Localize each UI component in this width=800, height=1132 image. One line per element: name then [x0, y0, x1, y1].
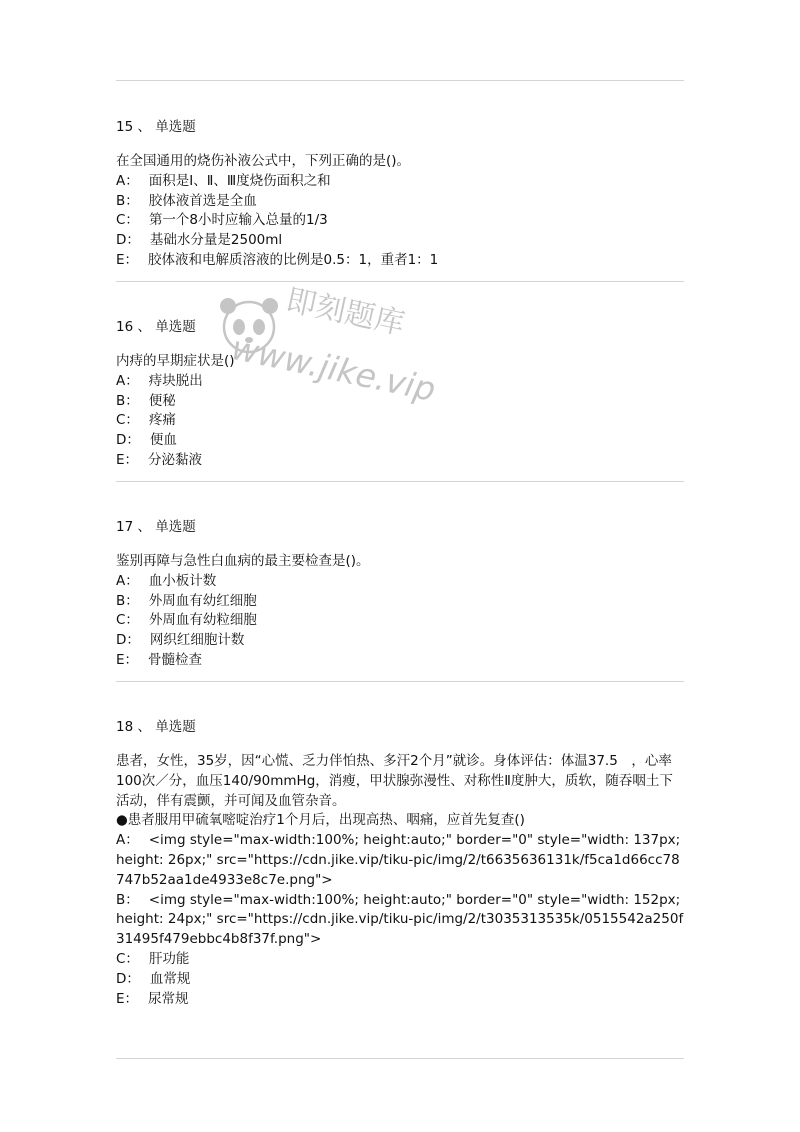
option-text: 胶体液首选是全血 [148, 192, 257, 209]
option-d [116, 231, 686, 251]
question-sub-stem: ●患者服用甲硫氧嘧啶治疗1个月后，出现高热、咽痛，应首先复查() [116, 812, 525, 829]
divider [116, 481, 684, 482]
option-label: C： [116, 212, 139, 229]
question-stem: 内痔的早期症状是() [116, 353, 235, 369]
option-text: 面积是Ⅰ、Ⅱ、Ⅲ度烧伤面积之和 [148, 172, 331, 189]
option-c [116, 211, 686, 231]
option-text: 第一个8小时应输入总量的1/3 [148, 212, 328, 229]
option-e [116, 451, 686, 471]
option-b [116, 891, 686, 950]
option-c [116, 611, 686, 631]
option-c [116, 950, 686, 970]
watermark-url: www.jike.vip [228, 327, 440, 410]
question-type: 单选题 [155, 519, 196, 535]
option-b [116, 192, 686, 212]
option-e [116, 990, 686, 1010]
option-text: 外周血有幼红细胞 [148, 592, 257, 609]
option-text: 便血 [149, 432, 177, 449]
question-number: 17 [116, 519, 134, 535]
option-text: 骨髓检查 [148, 651, 203, 668]
option-label: D： [116, 632, 140, 649]
option-text: 疼痛 [148, 412, 176, 429]
option-label: A： [116, 372, 139, 389]
option-d [116, 970, 686, 990]
option-label: A： [116, 832, 139, 849]
option-label: E： [116, 651, 139, 668]
option-text: 胶体液和电解质溶液的比例是0.5：1，重者1：1 [148, 251, 439, 268]
question-17 [116, 518, 686, 671]
option-text: 血常规 [149, 970, 191, 987]
question-header: 15 、 单选题 [116, 119, 196, 135]
option-label: E： [116, 251, 139, 268]
option-text: <img style="max-width:100%; height:auto;" border="0" style="width: 152px; height: 24px;" src="https://cdn.jike.vip/tiku-pic/img/2/t3035313535k/0515542a250f31495f479ebbc4b8f37f.png"> [116, 891, 684, 948]
option-text: 便秘 [148, 392, 176, 409]
option-a [116, 831, 686, 890]
question-15 [116, 118, 686, 271]
option-label: D： [116, 232, 140, 249]
watermark-text: 即刻题库 [282, 282, 408, 343]
option-text: 网织红细胞计数 [149, 632, 245, 649]
option-label: E： [116, 990, 139, 1007]
question-18 [116, 718, 686, 1009]
option-label: B： [116, 891, 139, 908]
option-text: 痔块脱出 [148, 372, 203, 389]
option-e [116, 651, 686, 671]
question-header: 16 、 单选题 [116, 319, 196, 335]
option-text: 尿常规 [148, 990, 189, 1007]
question-stem: 在全国通用的烧伤补液公式中，下列正确的是()。 [116, 153, 411, 169]
question-header: 18 、 单选题 [116, 719, 196, 735]
option-d [116, 631, 686, 651]
option-label: C： [116, 412, 139, 429]
option-text: 分泌黏液 [148, 451, 203, 468]
question-stem: 患者，女性，35岁，因“心慌、乏力伴怕热、多汗2个月”就诊。身体评估：体温37.5 ，心率100次／分，血压140/90mmHg，消瘦，甲状腺弥漫性、对称性Ⅱ度肿大，质软，随吞咽土下活动，伴有震颤，并可闻及血管杂音。 [116, 753, 673, 809]
option-text: 血小板计数 [148, 572, 217, 589]
option-label: D： [116, 970, 140, 987]
question-number: 15 [116, 119, 134, 135]
question-type: 单选题 [155, 119, 196, 135]
option-label: E： [116, 451, 139, 468]
option-label: C： [116, 950, 139, 967]
question-type: 单选题 [155, 319, 196, 335]
option-label: C： [116, 612, 139, 629]
question-header: 17 、 单选题 [116, 519, 196, 535]
question-number: 16 [116, 319, 134, 335]
option-label: D： [116, 432, 140, 449]
divider [116, 80, 684, 81]
option-e [116, 251, 686, 271]
option-label: B： [116, 592, 139, 609]
option-label: B： [116, 392, 139, 409]
watermark [210, 282, 440, 435]
divider [116, 281, 684, 282]
option-text: <img style="max-width:100%; height:auto;" border="0" style="width: 137px; height: 26px;" src="https://cdn.jike.vip/tiku-pic/img/2/t6635636131k/f5ca1d66cc78747b52aa1de4933e8c7e.png"> [116, 832, 681, 888]
option-label: A： [116, 572, 139, 589]
option-label: B： [116, 192, 139, 209]
option-label: A： [116, 172, 139, 189]
question-type: 单选题 [155, 719, 196, 735]
option-text: 基础水分量是2500ml [149, 232, 283, 249]
divider [116, 681, 684, 682]
question-number: 18 [116, 719, 134, 735]
option-a [116, 172, 686, 192]
option-text: 肝功能 [148, 950, 190, 967]
option-a [116, 572, 686, 592]
question-stem: 鉴别再障与急性白血病的最主要检查是()。 [116, 553, 370, 569]
option-b [116, 592, 686, 612]
divider [116, 1058, 684, 1059]
option-text: 外周血有幼粒细胞 [148, 612, 257, 629]
